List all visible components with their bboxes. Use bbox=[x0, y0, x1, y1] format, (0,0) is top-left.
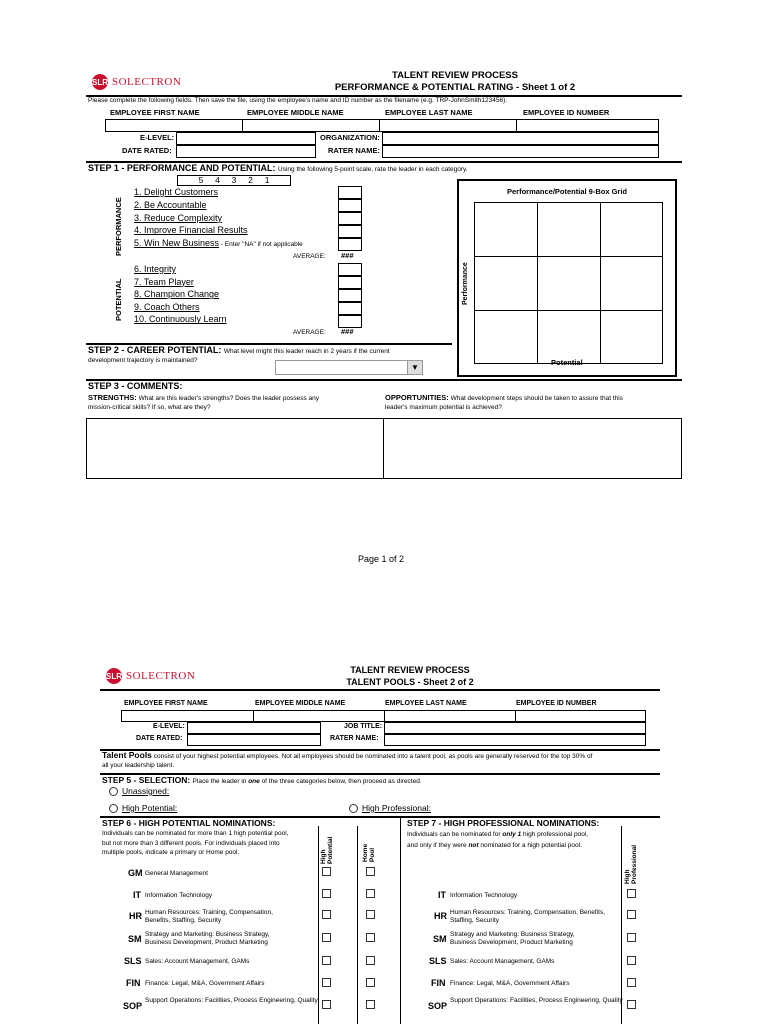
hpro-code-sm: SM bbox=[433, 934, 447, 944]
potential-item: 6. Integrity bbox=[134, 264, 177, 274]
step6-title: STEP 6 - HIGH POTENTIAL NOMINATIONS: bbox=[102, 818, 276, 828]
pool-desc-sm: Strategy and Marketing: Business Strategy, Business Development, Product Marketing bbox=[145, 931, 270, 946]
elevel-input[interactable] bbox=[176, 132, 316, 145]
column-divider bbox=[400, 816, 401, 1024]
hpro-desc-sls: Sales: Account Management, GAMs bbox=[450, 958, 555, 965]
rating-input-1[interactable] bbox=[338, 186, 362, 199]
step7-text1b: only 1 bbox=[502, 831, 522, 838]
step6-text3: multiple pools, indicate a primary or Home pool. bbox=[102, 849, 240, 856]
option-unassigned-label: Unassigned: bbox=[122, 786, 170, 796]
option-high-potential[interactable] bbox=[109, 803, 177, 813]
brand-name: SOLECTRON bbox=[112, 76, 182, 88]
hp-checkbox-gm[interactable] bbox=[322, 867, 331, 876]
step7-text2b: not bbox=[468, 842, 479, 849]
strengths-label: STRENGTHS: bbox=[88, 393, 137, 402]
job-title-input[interactable] bbox=[384, 722, 646, 734]
date-rated-input-2[interactable] bbox=[187, 734, 321, 746]
hp-checkbox-fin[interactable] bbox=[322, 978, 331, 987]
hpro-desc-fin: Finance: Legal, M&A, Government Affairs bbox=[450, 980, 570, 987]
pool-code-sls: SLS bbox=[124, 956, 142, 966]
hpro-checkbox-sop[interactable] bbox=[627, 1000, 636, 1009]
sheet2-title bbox=[290, 664, 530, 688]
rater-name-input[interactable] bbox=[382, 145, 659, 158]
career-potential-dropdown[interactable] bbox=[275, 360, 423, 375]
step2-title: STEP 2 - CAREER POTENTIAL: bbox=[88, 345, 222, 355]
performance-item: 2. Be Accountable bbox=[134, 199, 207, 210]
last-name-input-2[interactable] bbox=[384, 710, 516, 722]
label-date-rated: DATE RATED: bbox=[122, 146, 172, 155]
pool-desc-fin: Finance: Legal, M&A, Government Affairs bbox=[145, 980, 265, 987]
pool-desc-hr: Human Resources: Training, Compensation, Benefits, Staffing, Security bbox=[145, 909, 273, 924]
na-note: - Enter "NA" if not applicable bbox=[219, 241, 303, 249]
hpro-desc-hr: Human Resources: Training, Compensation, Benefits, Staffing, Security bbox=[450, 909, 605, 924]
option-unassigned[interactable] bbox=[109, 786, 169, 796]
hpro-desc-sop: Support Operations: Facilities, Process Engineering, Quality bbox=[450, 997, 623, 1004]
step1-subtitle: Using the following 5-point scale, rate the leader in each category. bbox=[278, 166, 468, 173]
dropdown-arrow-icon[interactable]: ▼ bbox=[407, 361, 422, 374]
step5-text-a: Place the leader in bbox=[192, 778, 249, 785]
solectron-logo bbox=[92, 74, 181, 90]
label-employee-id-2: EMPLOYEE ID NUMBER bbox=[516, 700, 597, 707]
rating-input-2[interactable] bbox=[338, 199, 362, 212]
opportunities-textarea[interactable] bbox=[383, 418, 682, 479]
home-checkbox-sls[interactable] bbox=[366, 956, 375, 965]
performance-average-value: ### bbox=[341, 251, 354, 260]
hpro-checkbox-it[interactable] bbox=[627, 889, 636, 898]
rating-input-8[interactable] bbox=[338, 289, 362, 302]
hpro-code-hr: HR bbox=[434, 911, 447, 921]
performance-item: 3. Reduce Complexity bbox=[134, 212, 223, 223]
step7-title: STEP 7 - HIGH PROFESSIONAL NOMINATIONS: bbox=[407, 818, 600, 828]
talent-pools-intro bbox=[102, 751, 662, 770]
label-last-name-2: EMPLOYEE LAST NAME bbox=[385, 700, 467, 707]
employee-id-input[interactable] bbox=[516, 119, 659, 132]
col-high-potential: High Potential bbox=[320, 836, 334, 864]
performance-item bbox=[134, 237, 303, 252]
pool-desc-gm: General Management bbox=[145, 870, 208, 877]
grid-line bbox=[474, 310, 663, 311]
hpro-code-sop: SOP bbox=[428, 1001, 448, 1011]
middle-name-input[interactable] bbox=[242, 119, 380, 132]
strengths-textarea[interactable] bbox=[86, 418, 384, 479]
col-home-pool: Home Pool bbox=[362, 843, 376, 862]
talent-pools-text2: all your leadership talent. bbox=[102, 761, 175, 769]
label-middle-name: EMPLOYEE MIDDLE NAME bbox=[247, 108, 344, 117]
home-checkbox-fin[interactable] bbox=[366, 978, 375, 987]
hpro-checkbox-sm[interactable] bbox=[627, 933, 636, 942]
opportunities-text2: leader's maximum potential is achieved? bbox=[385, 404, 502, 411]
organization-input[interactable] bbox=[382, 132, 659, 145]
performance-item: 1. Delight Customers bbox=[134, 187, 219, 197]
performance-label: PERFORMANCE bbox=[114, 197, 123, 256]
elevel-input-2[interactable] bbox=[187, 722, 321, 734]
step7-text1a: Individuals can be nominated for bbox=[407, 831, 503, 838]
step5-text-b: one bbox=[248, 778, 260, 785]
performance-list bbox=[134, 186, 303, 252]
option-high-professional-label: High Professional: bbox=[362, 803, 431, 813]
step7-text1c: high professional pool, bbox=[521, 831, 589, 838]
pool-desc-sls: Sales: Account Management, GAMs bbox=[145, 958, 250, 965]
step1-title: STEP 1 - PERFORMANCE AND POTENTIAL: bbox=[88, 163, 276, 173]
grid-line bbox=[537, 202, 538, 364]
nine-box-grid bbox=[474, 202, 663, 364]
step2-text2: development trajectory is maintained? bbox=[88, 357, 198, 364]
hpro-checkbox-sls[interactable] bbox=[627, 956, 636, 965]
solectron-mark-icon: SLR bbox=[92, 74, 108, 90]
hpro-desc-sm: Strategy and Marketing: Business Strategy, Business Development, Product Marketing bbox=[450, 931, 575, 946]
step3-title: STEP 3 - COMMENTS: bbox=[88, 381, 183, 391]
potential-list bbox=[134, 263, 227, 326]
strengths-text2: mission-critical skills? If so, what are they? bbox=[88, 404, 211, 411]
grid-y-label: Performance bbox=[462, 262, 469, 305]
label-employee-id: EMPLOYEE ID NUMBER bbox=[523, 108, 610, 117]
opportunities-text: What development steps should be taken to assure that this bbox=[450, 395, 623, 402]
pool-code-sop: SOP bbox=[123, 1001, 143, 1011]
radio-unassigned[interactable] bbox=[109, 787, 118, 796]
strengths-prompt bbox=[88, 393, 319, 412]
rating-input-3[interactable] bbox=[338, 212, 362, 225]
rating-input-6[interactable] bbox=[338, 263, 362, 276]
pool-code-fin: FIN bbox=[126, 978, 141, 988]
rating-scale: 5 4 3 2 1 bbox=[177, 175, 291, 186]
solectron-logo bbox=[106, 668, 195, 684]
grid-x-label: Potential bbox=[551, 358, 583, 367]
first-name-input-2[interactable] bbox=[121, 710, 254, 722]
pool-desc-sop: Support Operations: Facilities, Process Engineering, Quality bbox=[145, 997, 318, 1004]
performance-item: 4. Improve Financial Results bbox=[134, 225, 248, 236]
label-rater-name: RATER NAME: bbox=[328, 146, 380, 155]
sheet1-title-line1: TALENT REVIEW PROCESS bbox=[392, 70, 518, 81]
pool-desc-it: Information Technology bbox=[145, 892, 213, 899]
hpro-code-fin: FIN bbox=[431, 978, 446, 988]
date-rated-input[interactable] bbox=[176, 145, 316, 158]
step5-heading bbox=[102, 775, 422, 785]
potential-average-label: AVERAGE: bbox=[293, 329, 326, 336]
opportunities-label: OPPORTUNITIES: bbox=[385, 393, 449, 402]
nine-box-title: Performance/Potential 9-Box Grid bbox=[506, 187, 628, 196]
sheet2-title-line2: TALENT POOLS - Sheet 2 of 2 bbox=[346, 677, 474, 687]
sheet1-title bbox=[290, 70, 620, 94]
rating-input-9[interactable] bbox=[338, 302, 362, 315]
step6-text2: but not more than 3 different pools. For individuals placed into bbox=[102, 839, 280, 847]
pool-code-it: IT bbox=[133, 890, 141, 900]
employee-id-input-2[interactable] bbox=[515, 710, 646, 722]
label-middle-name-2: EMPLOYEE MIDDLE NAME bbox=[255, 700, 346, 707]
radio-high-professional[interactable] bbox=[349, 804, 358, 813]
label-first-name: EMPLOYEE FIRST NAME bbox=[110, 108, 200, 117]
step7-text2a: and only if they were bbox=[407, 842, 469, 849]
hp-checkbox-sm[interactable] bbox=[322, 933, 331, 942]
pool-code-sm: SM bbox=[128, 934, 142, 944]
rating-input-4[interactable] bbox=[338, 225, 362, 238]
divider bbox=[100, 689, 660, 691]
label-job-title: JOB TITLE: bbox=[344, 723, 383, 730]
potential-average-value: ### bbox=[341, 327, 354, 336]
potential-item: 10. Continuously Learn bbox=[134, 314, 227, 325]
rater-name-input-2[interactable] bbox=[384, 734, 646, 746]
hpro-checkbox-hr[interactable] bbox=[627, 910, 636, 919]
solectron-mark-icon: SLR bbox=[106, 668, 122, 684]
hpro-desc-it: Information Technology bbox=[450, 892, 518, 899]
hpro-checkbox-fin[interactable] bbox=[627, 978, 636, 987]
home-checkbox-hr[interactable] bbox=[366, 910, 375, 919]
home-checkbox-it[interactable] bbox=[366, 889, 375, 898]
option-high-potential-label: High Potential: bbox=[122, 803, 178, 813]
home-checkbox-sm[interactable] bbox=[366, 933, 375, 942]
hp-checkbox-it[interactable] bbox=[322, 889, 331, 898]
page-footer: Page 1 of 2 bbox=[358, 554, 405, 564]
grid-line bbox=[600, 202, 601, 364]
col-high-professional: High Professional bbox=[624, 844, 638, 884]
potential-item: 7. Team Player bbox=[134, 276, 194, 287]
first-name-input[interactable] bbox=[105, 119, 243, 132]
label-last-name: EMPLOYEE LAST NAME bbox=[385, 108, 473, 117]
step5-text-c: of the three categories below, then proceed as directed. bbox=[259, 778, 422, 785]
step6-text1: Individuals can be nominated for more than 1 high potential pool, bbox=[102, 830, 289, 837]
last-name-input[interactable] bbox=[379, 119, 517, 132]
option-high-professional[interactable] bbox=[349, 803, 431, 813]
talent-pools-text: consist of your highest potential employees. Not all employees should be nominated into a talent pool, as pools are generally reserved for the top 30% of bbox=[151, 753, 593, 760]
performance-average-label: AVERAGE: bbox=[293, 253, 326, 260]
home-checkbox-sop[interactable] bbox=[366, 1000, 375, 1009]
label-first-name-2: EMPLOYEE FIRST NAME bbox=[124, 700, 208, 707]
rating-input-5[interactable] bbox=[338, 238, 362, 251]
step2-text: What level might this leader reach in 2 years if the current bbox=[223, 348, 390, 355]
column-divider bbox=[621, 826, 622, 1024]
step1-heading bbox=[88, 163, 468, 173]
potential-item: 9. Coach Others bbox=[134, 301, 200, 312]
opportunities-prompt bbox=[385, 393, 623, 412]
potential-item: 8. Champion Change bbox=[134, 289, 220, 300]
step7-text bbox=[407, 829, 588, 851]
hp-checkbox-hr[interactable] bbox=[322, 910, 331, 919]
label-elevel: E-LEVEL: bbox=[140, 133, 175, 142]
talent-pools-label: Talent Pools bbox=[102, 750, 152, 760]
column-divider bbox=[357, 826, 358, 1024]
rating-input-7[interactable] bbox=[338, 276, 362, 289]
performance-item-label: 5. Win New Business bbox=[134, 238, 220, 249]
hpro-code-sls: SLS bbox=[429, 956, 447, 966]
label-organization: ORGANIZATION: bbox=[320, 133, 380, 142]
step5-title: STEP 5 - SELECTION: bbox=[102, 775, 191, 785]
home-checkbox-gm[interactable] bbox=[366, 867, 375, 876]
sheet2-title-line1: TALENT REVIEW PROCESS bbox=[350, 665, 470, 675]
potential-label: POTENTIAL bbox=[114, 278, 123, 321]
label-elevel-2: E-LEVEL: bbox=[153, 723, 185, 730]
strengths-text: What are this leader's strengths? Does the leader possess any bbox=[138, 395, 320, 402]
grid-line bbox=[474, 256, 663, 257]
sheet1-instructions: Please complete the following fields. Then save the file, using the employee's name and ID number as the filename (e.g. TRP-JohnSmith123456). bbox=[88, 97, 508, 104]
radio-high-potential[interactable] bbox=[109, 804, 118, 813]
step6-text bbox=[102, 829, 288, 858]
sheet1-title-line2: PERFORMANCE & POTENTIAL RATING - Sheet 1 of 2 bbox=[334, 82, 576, 93]
pool-code-hr: HR bbox=[129, 911, 142, 921]
step2-heading bbox=[88, 345, 390, 355]
step7-text2c: nominated for a high potential pool. bbox=[478, 842, 582, 849]
hp-checkbox-sls[interactable] bbox=[322, 956, 331, 965]
pool-code-gm: GM bbox=[128, 868, 143, 878]
middle-name-input-2[interactable] bbox=[253, 710, 385, 722]
label-rater-name-2: RATER NAME: bbox=[330, 735, 379, 742]
brand-name: SOLECTRON bbox=[126, 670, 196, 682]
label-date-rated-2: DATE RATED: bbox=[136, 735, 183, 742]
column-divider bbox=[318, 826, 319, 1024]
hpro-code-it: IT bbox=[438, 890, 446, 900]
hp-checkbox-sop[interactable] bbox=[322, 1000, 331, 1009]
